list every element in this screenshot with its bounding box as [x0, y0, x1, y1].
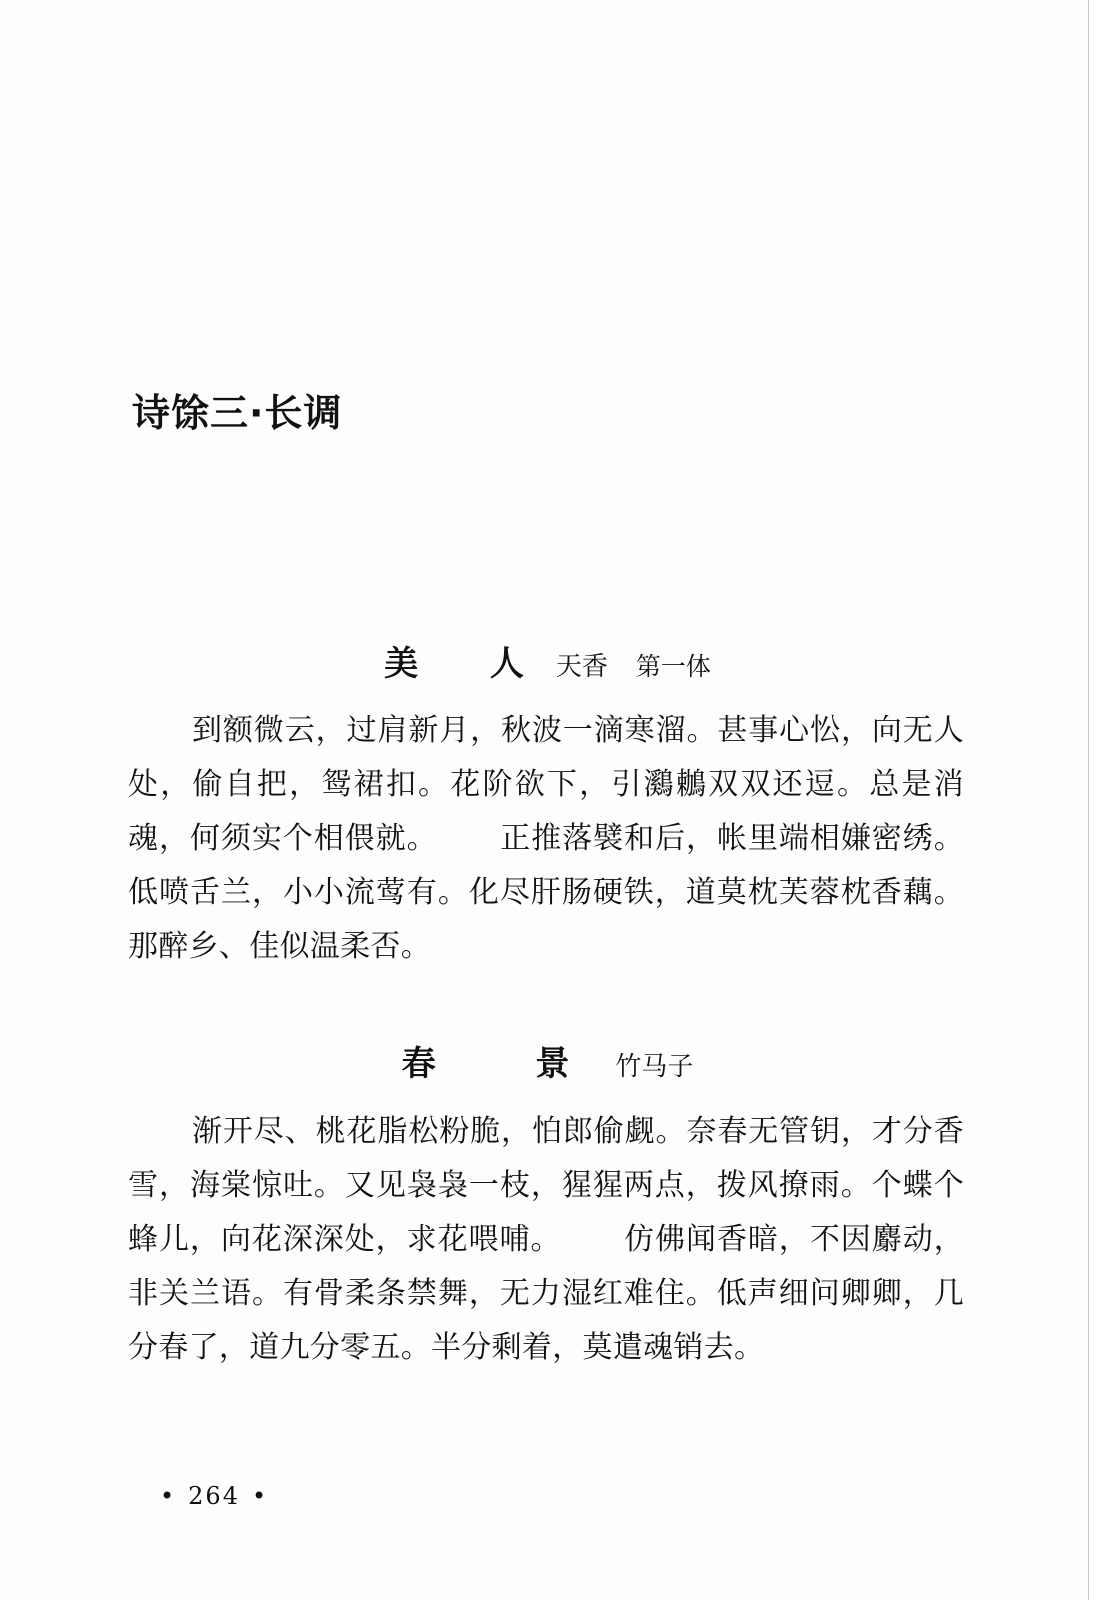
page-number-marker-right: •: [251, 1482, 269, 1510]
poem-stanza-first: 到额微云，过肩新月，秋波一滴寒溜。甚事心忪，向无人处，偷自把，鸳裙扣。花阶欲下，引鸂鶒双双还逗。总是消魂，何须实个相偎就。: [128, 713, 964, 856]
poem-title: 春 景: [401, 1044, 614, 1084]
scan-edge-line: [1088, 0, 1089, 1600]
page-number-value: 264: [188, 1482, 240, 1510]
poem-text: [128, 704, 964, 974]
page-number: [148, 1482, 280, 1510]
poem-text: [128, 1105, 964, 1375]
poem-form-label: 第一体: [635, 652, 711, 681]
poem-stanza-second: 仿佛闻香暗，不因麝动，非关兰语。有骨柔条禁舞，无力湿红难住。低声细问卿卿，几分春了，道九分零五。半分剩着，莫遣魂销去。: [128, 1222, 964, 1365]
poem-heading: [0, 636, 1095, 685]
page-number-marker-left: •: [160, 1482, 177, 1510]
poem-tune-name: 天香: [555, 652, 608, 682]
poem-stanza-second: 正推落襞和后，帐里端相嫌密绣。低喷舌兰，小小流莺有。化尽肝肠硬铁，道莫枕芙蓉枕香藕。那醉乡、佳似温柔否。: [128, 821, 965, 964]
poem-heading: [0, 1036, 1095, 1085]
poem-tune-name: 竹马子: [615, 1052, 694, 1082]
section-title: 诗馀三·长调: [132, 391, 343, 435]
poem-stanza-first: 渐开尽、桃花脂松粉脆，怕郎偷觑。奈春无管钥，才分香雪，海棠惊吐。又见袅袅一枝，猩猩两点，拨风撩雨。个蝶个蜂儿，向花深深处，求花喂哺。: [128, 1114, 964, 1257]
poem-title: 美 人: [384, 644, 554, 684]
